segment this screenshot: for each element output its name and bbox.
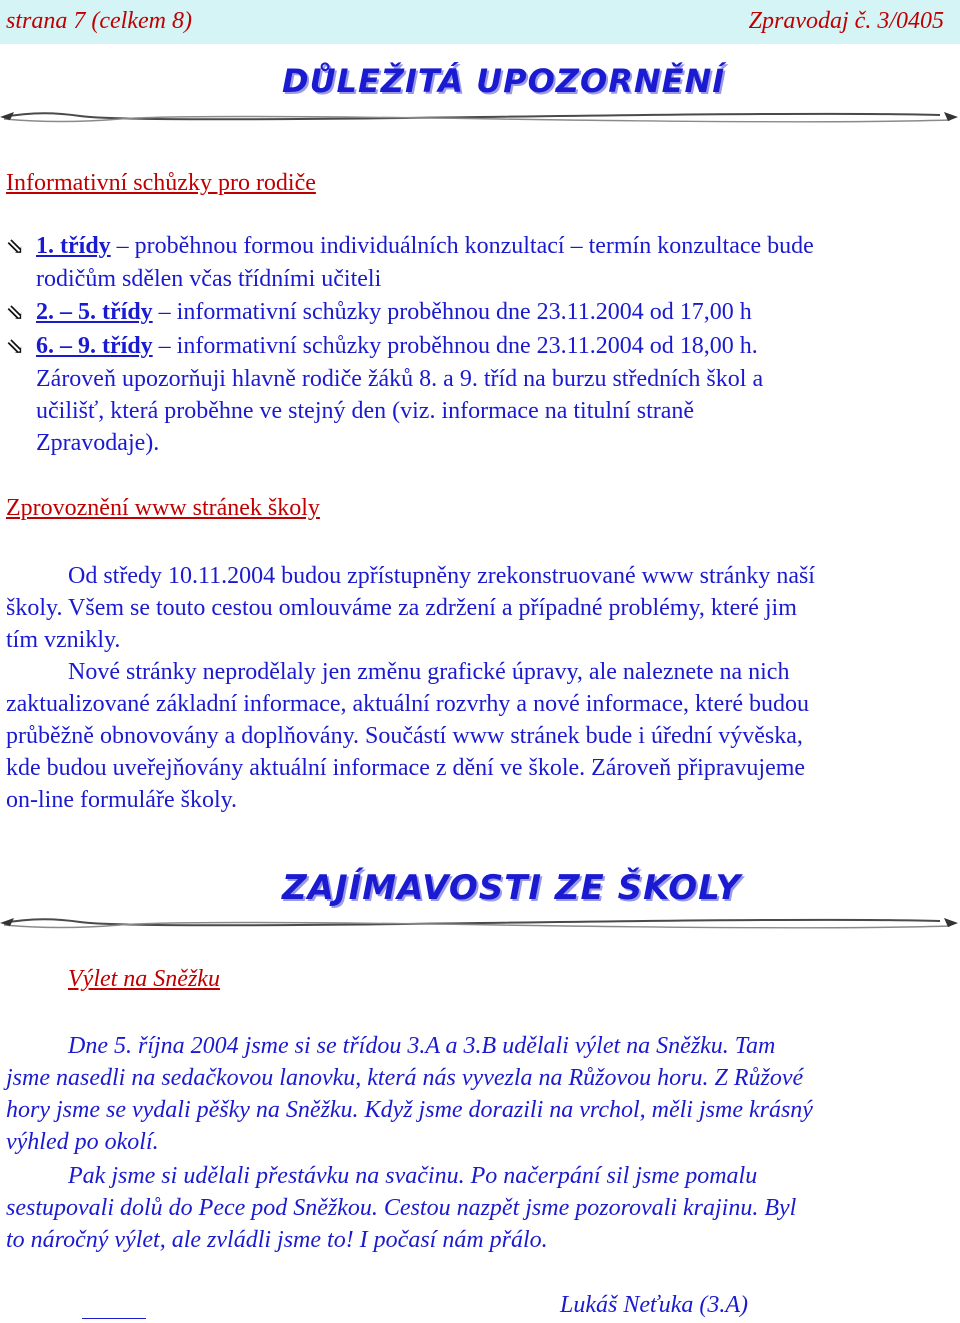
list-item-grade6-9-cont1: Zároveň upozorňuji hlavně rodiče žáků 8. a 9. tříd na burzu středních škol a xyxy=(36,366,764,392)
section-headline-news: ZAJÍMAVOSTI ZE ŠKOLY xyxy=(282,868,742,908)
arrow-bullet-icon: ⇘ xyxy=(6,334,25,359)
list-item-grade6-9-cont2: učilišť, která proběhne ve stejný den (viz. informace na titulní straně xyxy=(36,398,695,424)
article-author: Lukáš Neťuka (3.A) xyxy=(560,1292,749,1318)
paragraph-line: hory jsme se vydali pěšky na Sněžku. Když jsme dorazili na vrchol, měli jsme krásný xyxy=(6,1097,813,1123)
arrow-bullet-icon: ⇘ xyxy=(6,300,25,325)
newsletter-issue: Zpravodaj č. 3/0405 xyxy=(748,8,944,34)
list-item-grade6-9: 6. – 9. třídy – informativní schůzky proběhnou dne 23.11.2004 od 18,00 h. xyxy=(36,333,758,359)
paragraph-line: Nové stránky neprodělaly jen změnu grafické úpravy, ale naleznete na nich xyxy=(68,659,790,685)
paragraph-line: kde budou uveřejňovány aktuální informace z dění ve škole. Zároveň připravujeme xyxy=(6,755,806,781)
paragraph-line: on-line formuláře školy. xyxy=(6,787,238,813)
list-item-grade6-9-cont3: Zpravodaje). xyxy=(36,430,160,456)
paragraph-line: jsme nasedli na sedačkovou lanovku, která nás vyvezla na Růžovou horu. Z Růžové xyxy=(6,1065,804,1091)
list-item-grade2-5: 2. – 5. třídy – informativní schůzky proběhnou dne 23.11.2004 od 17,00 h xyxy=(36,299,752,325)
paragraph-line: sestupovali dolů do Pece pod Sněžkou. Cestou nazpět jsme pozorovali krajinu. Byl xyxy=(6,1195,797,1221)
paragraph-line: školy. Všem se touto cestou omlouváme za zdržení a případné problémy, které jim xyxy=(6,595,797,621)
section-headline-important: DŮLEŽITÁ UPOZORNĚNÍ xyxy=(282,62,726,100)
paragraph-line: výhled po okolí. xyxy=(6,1129,159,1155)
paragraph-line: Od středy 10.11.2004 budou zpřístupněny zrekonstruované www stránky naší xyxy=(68,563,815,589)
sub-heading-website: Zprovoznění www stránek školy xyxy=(6,495,320,521)
signature-rule xyxy=(82,1318,146,1319)
page-number: strana 7 (celkem 8) xyxy=(6,8,192,34)
paragraph-line: průběžně obnovovány a doplňovány. Součástí www stránek bude i úřední vývěska, xyxy=(6,723,803,749)
paragraph-line: zaktualizované základní informace, aktuální rozvrhy a nové informace, které budou xyxy=(6,691,809,717)
decorative-divider-icon xyxy=(0,108,960,126)
list-item-grade1-cont: rodičům sdělen včas třídními učiteli xyxy=(36,266,382,292)
sub-heading-trip: Výlet na Sněžku xyxy=(68,966,220,992)
page-header xyxy=(0,0,960,44)
sub-heading-parent-meetings: Informativní schůzky pro rodiče xyxy=(6,170,316,196)
paragraph-line: tím vznikly. xyxy=(6,627,121,653)
list-item-grade1: 1. třídy – proběhnou formou individuálních konzultací – termín konzultace bude xyxy=(36,233,814,259)
paragraph-line: Dne 5. října 2004 jsme si se třídou 3.A a 3.B udělali výlet na Sněžku. Tam xyxy=(68,1033,776,1059)
arrow-bullet-icon: ⇘ xyxy=(6,234,25,259)
paragraph-line: Pak jsme si udělali přestávku na svačinu. Po načerpání sil jsme pomalu xyxy=(68,1163,758,1189)
paragraph-line: to náročný výlet, ale zvládli jsme to! I počasí nám přálo. xyxy=(6,1227,548,1253)
decorative-divider-icon xyxy=(0,914,960,932)
